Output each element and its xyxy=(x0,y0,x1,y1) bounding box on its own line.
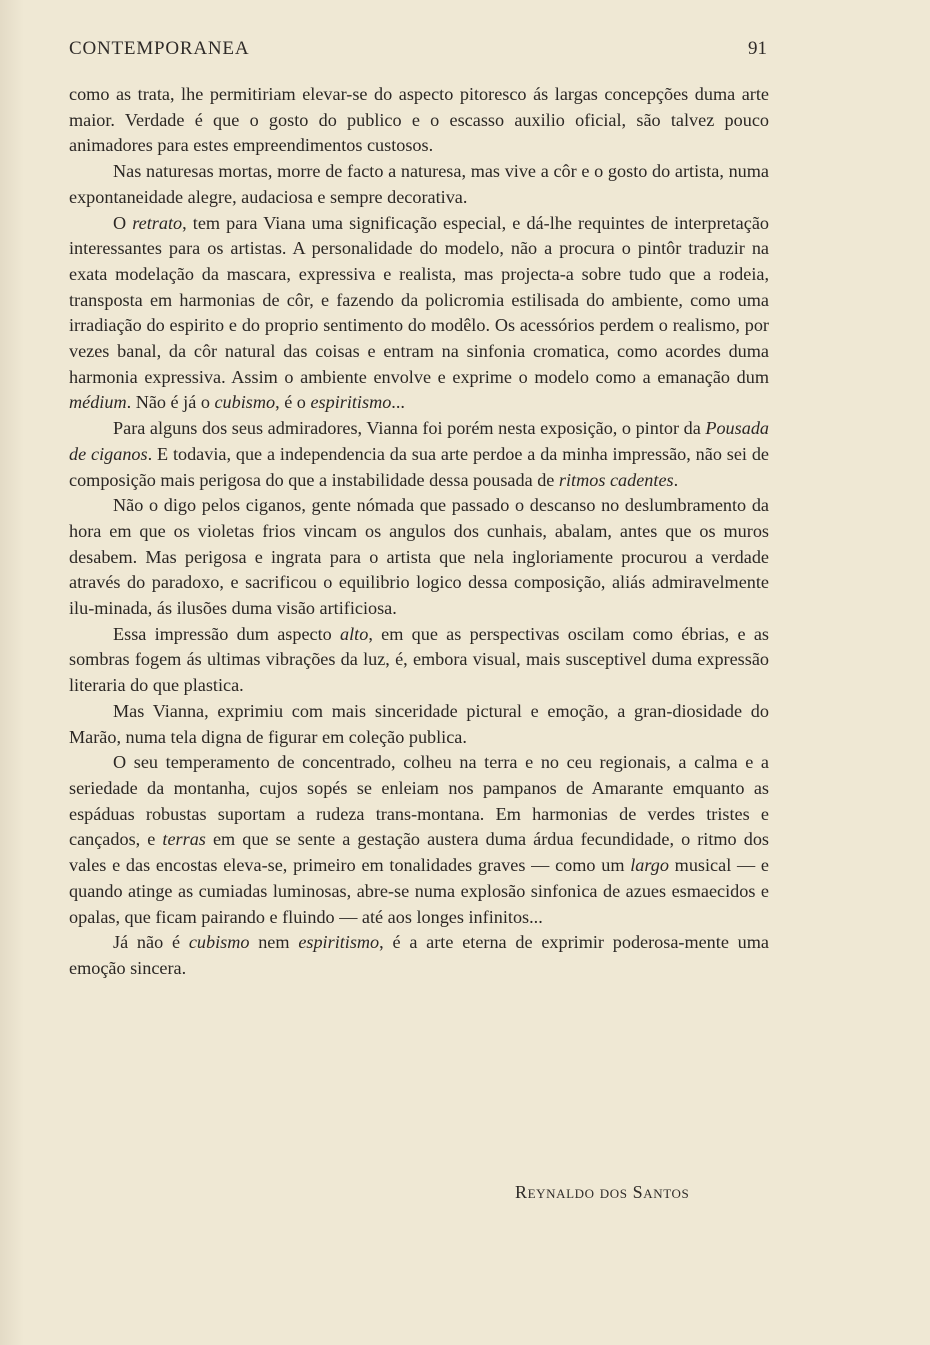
text-run: Mas Vianna, exprimiu com mais sinceridade pictural e emoção, a gran-diosidade do Marão, numa tela digna de figurar em coleção publica. xyxy=(69,700,769,747)
text-run: Nas naturesas mortas, morre de facto a naturesa, mas vive a côr e o gosto do artista, numa expontaneidade alegre, audaciosa e sempre decorativa. xyxy=(69,161,769,207)
text-run: O xyxy=(113,212,133,233)
text-run: Já não é xyxy=(113,932,189,953)
text-run: , tem para Viana uma significação especial, e dá-lhe requintes de interpretação interessantes para os artistas. A personalidade do modelo, não a procura o pintôr traduzir na exata modelação da mascara, expressiva e realista, mas projecta-a sobre tudo que a rodeia, transposta em harmonias de côr, e fazendo da policromia estilisada do ambiente, como uma irradiação do espirito e do proprio sentimento do modêlo. Os acessórios perdem o realismo, por vezes banal, da côr natural das coisas e entram na sinfonia cromatica, como acordes duma harmonia expressiva. Assim o ambiente envolve e exprime o modelo como a emanação dum xyxy=(69,212,769,387)
text-run: , é a arte eterna de exprimir poderosa-mente uma emoção sincera. xyxy=(69,932,769,978)
italic-term: cubismo xyxy=(188,932,250,953)
paragraph-marao xyxy=(69,699,769,750)
paragraph-conclusion xyxy=(69,930,769,981)
text-run: , em que as perspectivas oscilam como ébrias, e as sombras fogem ás ultimas vibrações da luz, é, embora visual, mais susceptivel duma expressão literaria do que plastica. xyxy=(69,623,769,696)
text-run: Essa impressão dum aspecto xyxy=(113,623,341,644)
article-body xyxy=(69,82,769,982)
text-run: ... xyxy=(391,392,405,413)
page-header xyxy=(69,38,767,68)
text-run: Não o digo pelos ciganos, gente nómada que passado o descanso no deslumbramento da hora em que os violetas frios vincam os angulos dos cunhais, abalam, antes que os muros desabem. Mas perigosa e ingrata para o artista que nela ingloriamente procurou a verdade através do paradoxo, e sacrificou o equilibrio logico dessa composição, aliás admiravelmente ilu-minada, ás ilusões duma visão artificiosa. xyxy=(69,495,769,619)
italic-term: largo xyxy=(630,855,669,876)
running-title: CONTEMPORANEA xyxy=(69,38,250,59)
author-signature: Reynaldo dos Santos xyxy=(515,1182,690,1202)
paragraph-ciganos xyxy=(69,493,769,622)
italic-term: cubismo xyxy=(214,392,276,413)
text-run: nem xyxy=(249,932,299,953)
italic-term: retrato xyxy=(132,212,183,233)
italic-term: terras xyxy=(162,829,206,850)
paragraph-temperamento xyxy=(69,750,769,930)
text-run: em que se sente a gestação austera duma árdua fecundidade, o ritmo dos vales e das encostas eleva-se, primeiro em tonalidades graves — como um xyxy=(69,829,769,876)
italic-term: alto xyxy=(340,623,369,644)
paragraph-aspecto-alto xyxy=(69,622,769,699)
text-run: . Não é já o xyxy=(126,392,215,413)
page-number: 91 xyxy=(748,38,767,59)
paragraph-naturesas-mortas xyxy=(69,159,769,210)
paragraph-retrato xyxy=(69,211,769,417)
text-run: . E todavia, que a independencia da sua arte perdoe a da minha impressão, não sei de composição mais perigosa do que a instabilidade dessa pousada de xyxy=(69,443,769,490)
italic-term: médium xyxy=(69,392,127,413)
italic-term: espiritismo xyxy=(310,392,392,413)
text-run: , é o xyxy=(275,392,311,413)
paragraph-continuation xyxy=(69,82,769,159)
italic-term: espiritismo xyxy=(298,932,380,953)
text-run: . xyxy=(673,469,679,490)
italic-term: ritmos cadentes xyxy=(558,469,674,490)
paragraph-pousada xyxy=(69,416,769,493)
italic-title: Pousada de ciganos xyxy=(69,418,769,464)
text-run: O seu temperamento de concentrado, colheu na terra e no ceu regionais, a calma e a seriedade da montanha, cujos sopés se enleiam nos pampanos de Amarante emquanto as espáduas robustas suportam a rudeza trans-montana. Em harmonias de verdes tristes e cançados, e xyxy=(69,752,769,850)
text-run: musical — e quando atinge as cumiadas luminosas, abre-se numa explosão sinfonica de azues esmaecidos e opalas, que ficam pairando e fluindo — até aos longes infinitos... xyxy=(69,855,769,927)
text-run: como as trata, lhe permitiriam elevar-se do aspecto pitoresco ás largas concepções duma arte maior. Verdade é que o gosto do publico e o escasso auxilio oficial, são talvez pouco animadores para estes empreendimentos custosos. xyxy=(69,84,769,156)
text-run: Para alguns dos seus admiradores, Vianna foi porém nesta exposição, o pintor da xyxy=(113,418,706,439)
